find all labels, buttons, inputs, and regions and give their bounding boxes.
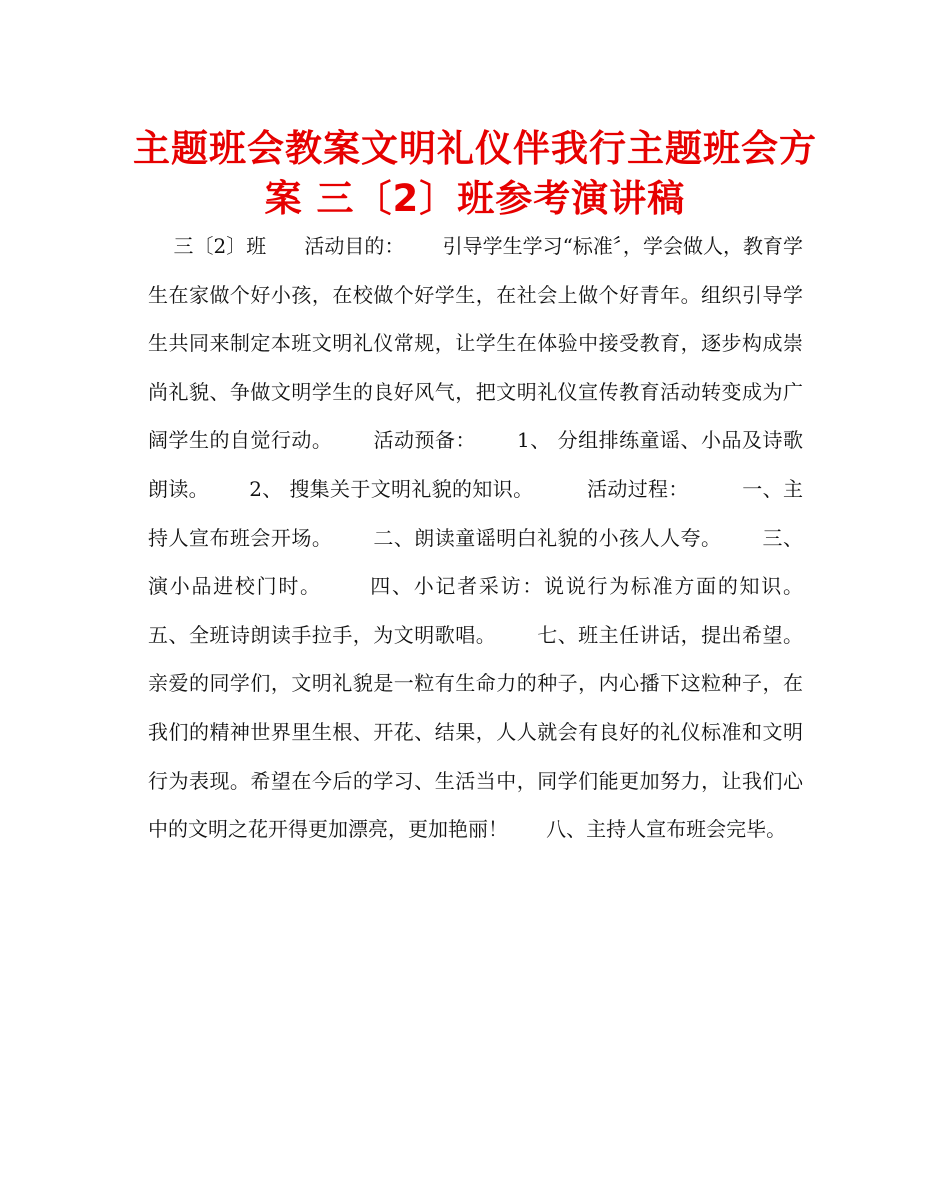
document-body: 三〔2〕班 活动目的： 引导学生学习“标准〞，学会做人，教育学生在家做个好小孩，在校做个好学生，在社会上做个好青年。组织引导学生共同来制定本班文明礼仪常规，让学生在体验中接受教育，逐步构成崇尚礼貌、争做文明学生的良好风气，把文明礼仪宣传教育活动转变成为广阔学生的自觉行动。 活动预备： 1、 分组排练童谣、小品及诗歌朗读。 2、 搜集关于文明礼貌的知识。 活动过程： 一、主持人宣布班会开场。 二、朗读童谣明白礼貌的小孩人人夸。 三、演小品进校门时。 四、小记者采访：说说行为标准方面的知识。 五、全班诗朗读手拉手，为文明歌唱。 七、班主任讲话，提出希望。 亲爱的同学们，文明礼貌是一粒有生命力的种子，内心播下这粒种子，在我们的精神世界里生根、开花、结果，人人就会有良好的礼仪标准和文明行为表现。希望在今后的学习、生活当中，同学们能更加努力，让我们心中的文明之花开得更加漂亮，更加艳丽！ 八、主持人宣布班会完毕。	[148, 234, 842, 842]
document-title: 主题班会教案文明礼仪伴我行主题班会方案 三〔2〕班参考演讲稿	[133, 127, 817, 220]
